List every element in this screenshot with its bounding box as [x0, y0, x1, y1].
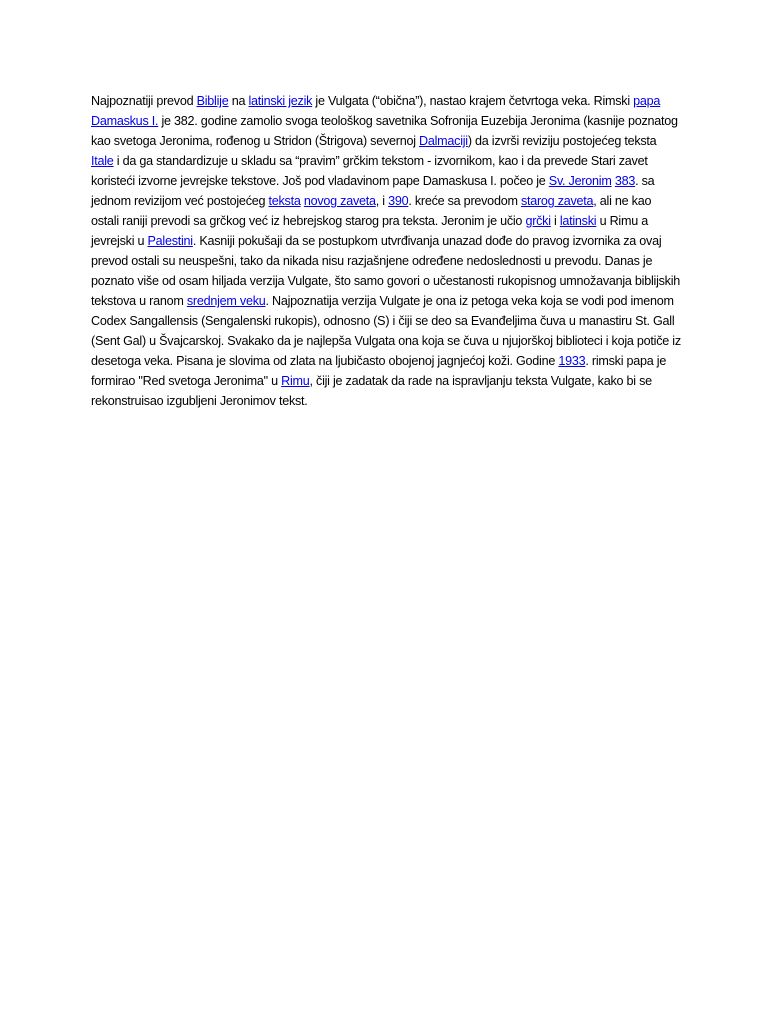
hyperlink[interactable]: Palestini	[147, 234, 193, 248]
paragraph-text: i	[550, 214, 560, 228]
hyperlink[interactable]: teksta	[268, 194, 301, 208]
paragraph-text: . rimski papa je formirao "Red svetoga Jeronima" u	[91, 354, 667, 388]
hyperlink[interactable]: Itale	[91, 154, 114, 168]
hyperlink[interactable]: novog zaveta	[303, 194, 376, 208]
paragraph-text: , i	[375, 194, 389, 208]
hyperlink[interactable]: grčki	[525, 214, 551, 228]
paragraph-text: na	[228, 94, 249, 108]
paragraph-text: i da ga standardizuje u skladu sa “pravim” grčkim tekstom - izvornikom, kao i da prevede Stari zavet koristeći izvorne jevrejske tekstove. Još pod vladavinom pape Damaskusa I. počeo je	[91, 154, 648, 188]
paragraph-text: u Rimu a jevrejski u	[91, 214, 648, 248]
hyperlink[interactable]: 390	[388, 194, 409, 208]
hyperlink[interactable]: Rimu	[281, 374, 310, 388]
hyperlink[interactable]: Biblije	[196, 94, 229, 108]
body-paragraph	[91, 91, 681, 411]
paragraph-text: . Kasniji pokušaji da se postupkom utvrđivanja unazad dođe do pravog izvornika za ovaj prevod ostali su neuspešni, tako da nikada nisu razjašnjene određene nedoslednosti u prevodu. Danas je poznato više od osam hiljada verzija Vulgate, što samo govori o učestanosti rukopisnog umnožavanja biblijskih tekstova u ranom	[91, 234, 681, 308]
paragraph-text: , ali ne kao ostali raniji prevodi sa grčkog već iz hebrejskog starog pra teksta. Jeronim je učio	[91, 194, 652, 228]
hyperlink[interactable]: 1933	[558, 354, 586, 368]
paragraph-text: je Vulgata (“obična”), nastao krajem četvrtoga veka. Rimski	[312, 94, 634, 108]
hyperlink[interactable]: Dalmaciji	[419, 134, 468, 148]
paragraph-text: , čiji je zadatak da rade na ispravljanju teksta Vulgate, kako bi se rekonstruisao izgubljeni Jeronimov tekst.	[91, 374, 652, 408]
hyperlink[interactable]: 383	[614, 174, 636, 188]
hyperlink[interactable]: srednjem veku	[186, 294, 266, 308]
hyperlink[interactable]: Sv. Jeronim	[548, 174, 612, 188]
hyperlink[interactable]: latinski	[559, 214, 597, 228]
hyperlink[interactable]: latinski jezik	[248, 94, 313, 108]
paragraph-text: . kreće sa prevodom	[408, 194, 521, 208]
paragraph-text: je 382. godine zamolio svoga teološkog savetnika Sofronija Euzebija Jeronima (kasnije poznatog kao svetoga Jeronima, rođenog u Stridon (Štrigova) severnoj	[91, 114, 678, 148]
paragraph-text: . sa jednom revizijom već postojećeg	[91, 174, 655, 208]
paragraph-text: Najpoznatiji prevod	[91, 94, 197, 108]
hyperlink[interactable]: starog zaveta	[520, 194, 594, 208]
paragraph-text: . Najpoznatija verzija Vulgate je ona iz petoga veka koja se vodi pod imenom Codex Sangallensis (Sengalenski rukopis), odnosno (S) i čiji se deo sa Evanđeljima čuva u manastiru St. Gall (Sent Gal) u Švajcarskoj. Svakako da je najlepša Vulgata ona koja se čuva u njujorškoj biblioteci i koja potiče iz desetoga veka. Pisana je slovima od zlata na ljubičasto obojenoj jagnjećoj koži. Godine	[91, 294, 681, 368]
hyperlink[interactable]: papa Damaskus I.	[91, 94, 661, 128]
paragraph-text: ) da izvrši reviziju postojećeg teksta	[467, 134, 657, 148]
